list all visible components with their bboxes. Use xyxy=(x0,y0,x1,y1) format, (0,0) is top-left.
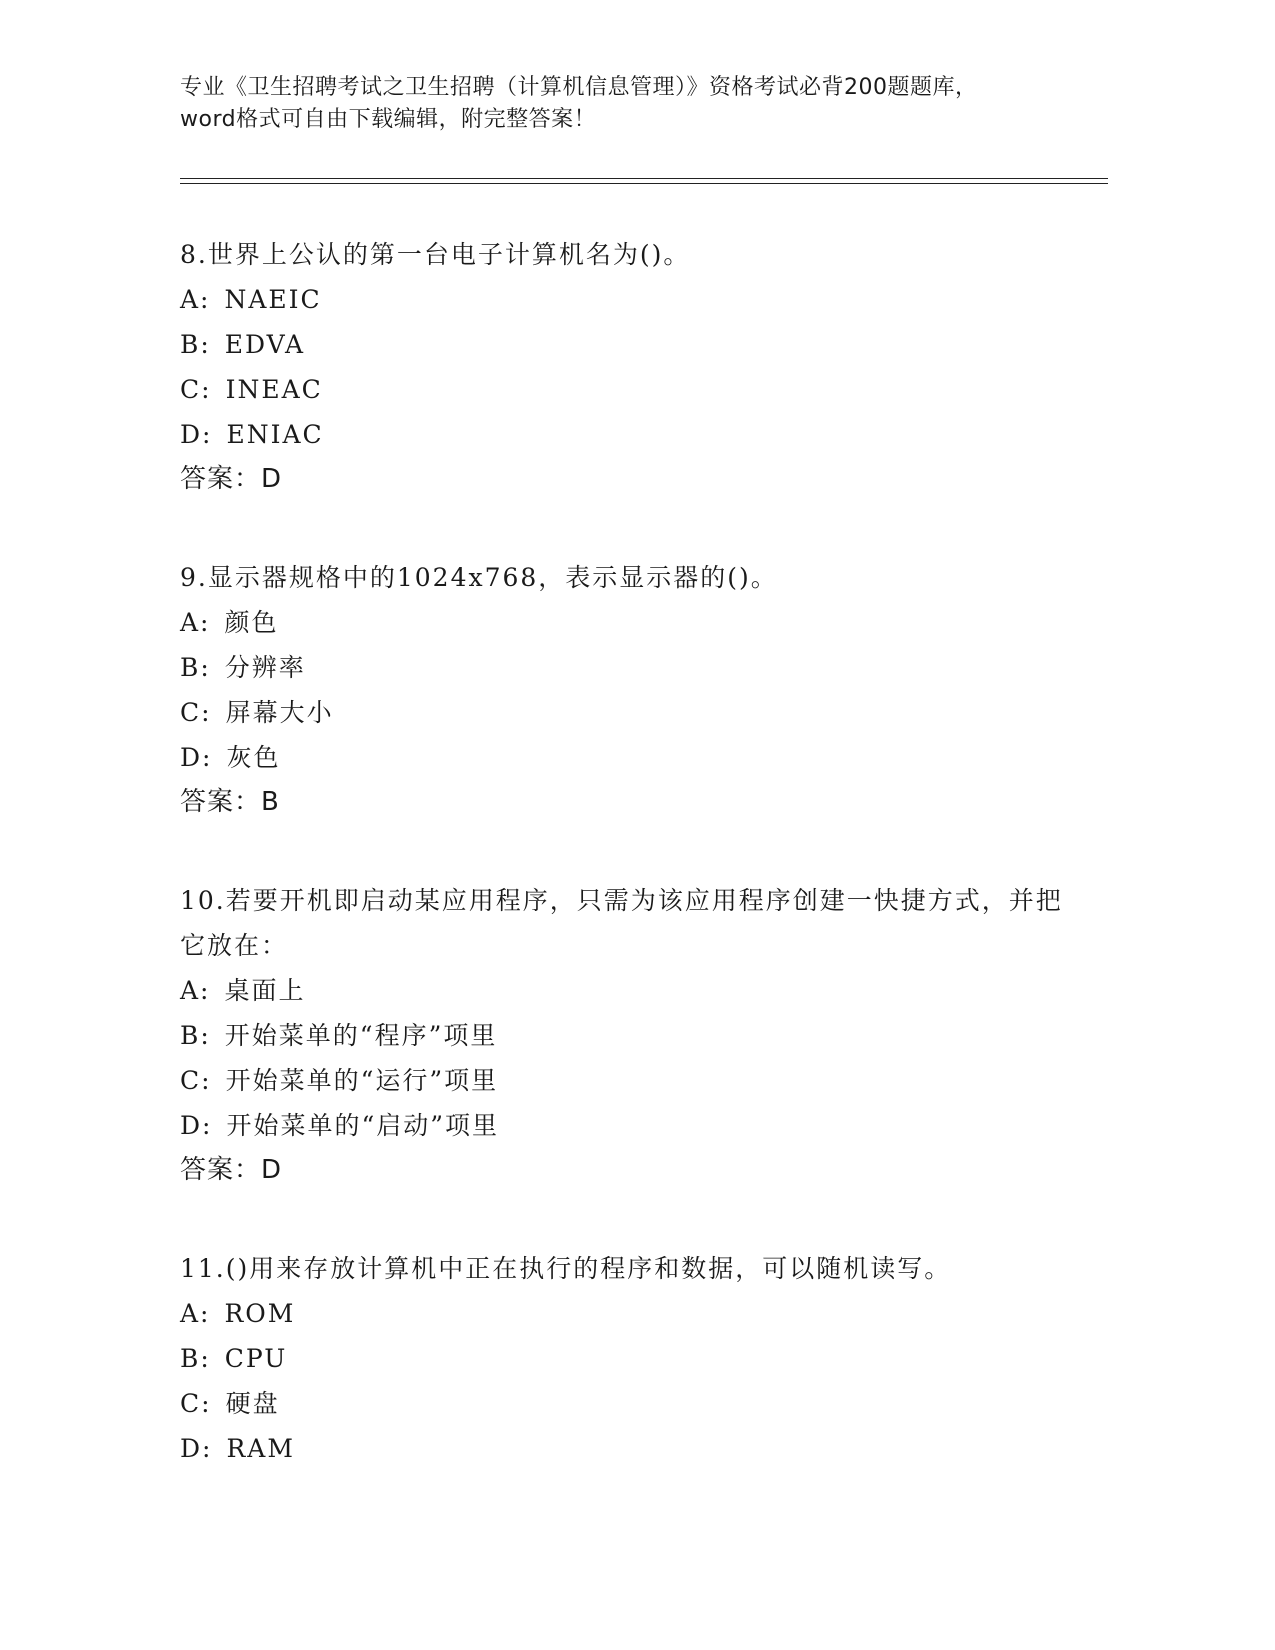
option-letter: A: xyxy=(180,1299,211,1328)
option-d xyxy=(180,1103,1080,1148)
option-letter: C: xyxy=(180,698,212,727)
question-text: 8.世界上公认的第一台电子计算机名为()。 xyxy=(180,240,691,269)
question-list xyxy=(180,232,1080,1525)
option-letter: B: xyxy=(180,653,211,682)
option-d xyxy=(180,412,1080,457)
answer-line: 答案：D xyxy=(180,1155,283,1185)
option-text: 开始菜单的“运行”项里 xyxy=(225,1066,499,1095)
option-d xyxy=(180,735,1080,780)
answer-line: 答案：D xyxy=(180,464,283,494)
question-9 xyxy=(180,555,1080,824)
option-letter: D: xyxy=(180,420,213,449)
option-text: CPU xyxy=(224,1344,288,1373)
option-letter: A: xyxy=(180,976,211,1005)
option-c xyxy=(180,1058,1080,1103)
option-text: INEAC xyxy=(225,375,323,404)
option-letter: A: xyxy=(180,608,211,637)
option-text: 开始菜单的“程序”项里 xyxy=(224,1021,498,1050)
option-letter: D: xyxy=(180,743,213,772)
question-text: 9.显示器规格中的1024x768，表示显示器的()。 xyxy=(180,563,778,592)
option-text: 屏幕大小 xyxy=(225,698,334,727)
option-letter: D: xyxy=(180,1111,213,1140)
option-a xyxy=(180,1291,1080,1336)
option-letter: C: xyxy=(180,1066,212,1095)
option-text: 开始菜单的“启动”项里 xyxy=(226,1111,500,1140)
option-c xyxy=(180,1381,1080,1426)
option-a xyxy=(180,600,1080,645)
option-d xyxy=(180,1426,1080,1471)
question-text: 11.()用来存放计算机中正在执行的程序和数据，可以随机读写。 xyxy=(180,1254,952,1283)
option-text: NAEIC xyxy=(224,285,322,314)
option-letter: D: xyxy=(180,1434,213,1463)
option-letter: B: xyxy=(180,1344,211,1373)
option-letter: B: xyxy=(180,330,211,359)
question-text: 10.若要开机即启动某应用程序，只需为该应用程序创建一快捷方式，并把它放在： xyxy=(180,886,1063,960)
question-11 xyxy=(180,1246,1080,1471)
option-text: 灰色 xyxy=(226,743,281,772)
option-text: 桌面上 xyxy=(224,976,306,1005)
question-8 xyxy=(180,232,1080,501)
header-divider-bottom xyxy=(180,183,1108,184)
option-b xyxy=(180,645,1080,690)
option-letter: B: xyxy=(180,1021,211,1050)
option-text: 颜色 xyxy=(224,608,279,637)
option-text: ENIAC xyxy=(226,420,324,449)
option-a xyxy=(180,968,1080,1013)
option-text: ROM xyxy=(224,1299,296,1328)
option-c xyxy=(180,690,1080,735)
option-c xyxy=(180,367,1080,412)
option-b xyxy=(180,1336,1080,1381)
header-divider-top xyxy=(180,178,1108,179)
option-letter: C: xyxy=(180,375,212,404)
option-b xyxy=(180,322,1080,367)
header-line-1: 专业《卫生招聘考试之卫生招聘（计算机信息管理）》资格考试必背200题题库， xyxy=(180,75,978,100)
answer-line: 答案：B xyxy=(180,787,280,817)
option-letter: A: xyxy=(180,285,211,314)
header-line-2: word格式可自由下载编辑，附完整答案！ xyxy=(180,107,597,132)
document-header xyxy=(180,72,1060,136)
option-text: 硬盘 xyxy=(225,1389,280,1418)
option-text: RAM xyxy=(226,1434,295,1463)
option-a xyxy=(180,277,1080,322)
question-10 xyxy=(180,878,1080,1192)
option-letter: C: xyxy=(180,1389,212,1418)
option-b xyxy=(180,1013,1080,1058)
option-text: 分辨率 xyxy=(224,653,306,682)
option-text: EDVA xyxy=(224,330,306,359)
